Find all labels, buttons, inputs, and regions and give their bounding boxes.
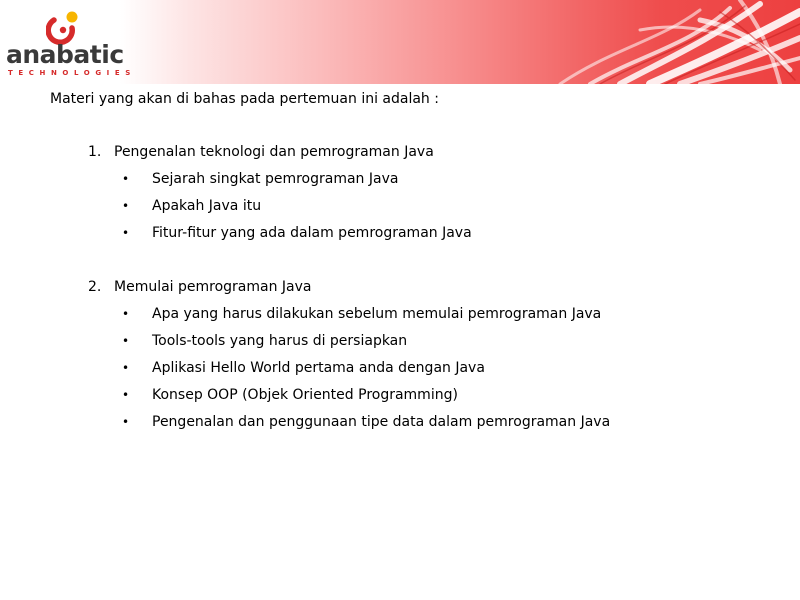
bullet-icon: • (122, 361, 130, 375)
bullet-icon: • (122, 226, 130, 240)
bullet-icon: • (122, 307, 130, 321)
list-item-text: Sejarah singkat pemrograman Java (152, 171, 399, 187)
list-item (122, 197, 261, 215)
company-logo (6, 8, 136, 80)
list-item-text: Pengenalan dan penggunaan tipe data dalam pemrograman Java (152, 414, 611, 430)
list-item (122, 170, 398, 188)
section-1-title (88, 143, 434, 161)
list-item-text: Fitur-fitur yang ada dalam pemrograman Java (152, 225, 472, 241)
section-2-title (88, 278, 312, 296)
list-item-text: Tools-tools yang harus di persiapkan (152, 333, 408, 349)
header-banner (0, 0, 800, 84)
list-item-text: Apakah Java itu (152, 198, 262, 214)
list-item (122, 386, 458, 404)
list-item (122, 305, 601, 323)
list-item (122, 332, 407, 350)
list-item (122, 224, 472, 242)
section-1-label: Pengenalan teknologi dan pemrograman Java (114, 144, 434, 160)
bullet-icon: • (122, 415, 130, 429)
list-item (122, 413, 610, 431)
section-1-number: 1. (88, 144, 102, 160)
section-2-label: Memulai pemrograman Java (114, 279, 312, 295)
list-item-text: Aplikasi Hello World pertama anda dengan Java (152, 360, 485, 376)
bullet-icon: • (122, 388, 130, 402)
bullet-icon: • (122, 199, 130, 213)
list-item-text: Apa yang harus dilakukan sebelum memulai pemrograman Java (152, 306, 602, 322)
bullet-icon: • (122, 172, 130, 186)
logo-wordmark: anabatic (6, 40, 124, 69)
list-item-text: Konsep OOP (Objek Oriented Programming) (152, 387, 458, 403)
list-item (122, 359, 485, 377)
bullet-icon: • (122, 334, 130, 348)
logo-tagline: TECHNOLOGIES (8, 69, 136, 77)
section-2-number: 2. (88, 279, 102, 295)
intro-text: Materi yang akan di bahas pada pertemuan ini adalah : (50, 91, 439, 107)
